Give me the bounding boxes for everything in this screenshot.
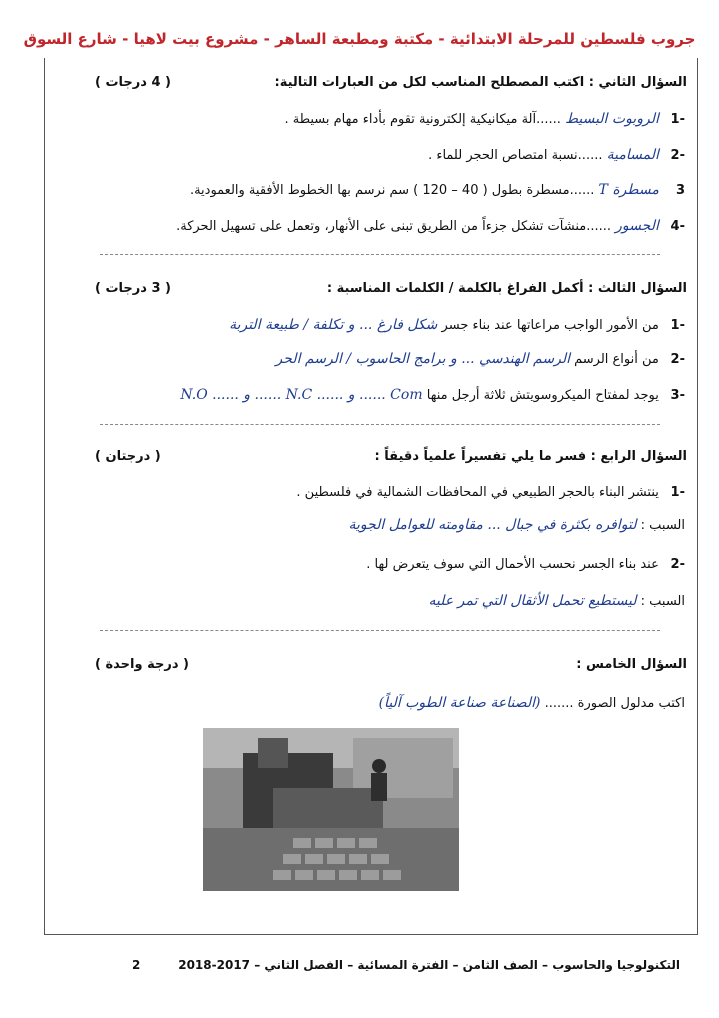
divider [100, 630, 660, 631]
q5-marks: ( درجة واحدة ) [95, 657, 189, 672]
divider [100, 424, 660, 425]
q3-item-2: -2 من أنواع الرسم الرسم الهندسي ... و برامج الحاسوب / الرسم الحر [275, 351, 685, 367]
q4-item-2: -2 عند بناء الجسر نحسب الأحمال التي سوف يتعرض لها . [366, 557, 685, 572]
q5-title: السؤال الخامس : [576, 657, 687, 672]
q4-cause-2 [85, 592, 685, 611]
q3-title: السؤال الثالث : أكمل الفراغ بالكلمة / الكلمات المناسبة : [326, 281, 687, 296]
handwritten-answer: شكل فارغ ... و تكلفة / طبيعة التربة [229, 317, 438, 333]
q3-header [87, 280, 687, 298]
q3-item-1: -1 من الأمور الواجب مراعاتها عند بناء جسر شكل فارغ ... و تكلفة / طبيعة التربة [229, 317, 685, 333]
q3-item-3: -3 يوجد لمفتاح الميكروسويتش ثلاثة أرجل منها Com ...... و ...... N.C ...... و ...... N.O [180, 387, 685, 403]
handwritten-answer: الرسم الهندسي ... و برامج الحاسوب / الرسم الحر [275, 351, 570, 367]
handwritten-answer: المسامية [606, 147, 659, 163]
cause-label: السبب : [640, 594, 685, 609]
q2-marks: ( 4 درجات ) [95, 75, 171, 90]
q2-item-1: -1 الروبوت البسيط ......آلة ميكانيكية إلكترونية تقوم بأداء مهام بسيطة . [284, 111, 685, 127]
handwritten-answer: لتوافره بكثرة في جبال ... مقاومته للعوامل الجوية [348, 517, 637, 533]
q5-header [87, 656, 687, 674]
cause-label: السبب : [640, 518, 685, 533]
q5-prompt-row: اكتب مدلول الصورة ....... (الصناعة صناعة الطوب آلياً) [378, 695, 685, 711]
divider [100, 254, 660, 255]
page-header: جروب فلسطين للمرحلة الابتدائية - مكتبة ومطبعة الساهر - مشروع بيت لاهيا - شارع السوق [23, 30, 696, 48]
footer-line: التكنولوجيا والحاسوب – الصف الثامن – الفترة المسائية – الفصل الثاني – 2017-2018 [178, 958, 680, 972]
q4-cause-1 [85, 516, 685, 535]
handwritten-answer: الجسور [615, 218, 659, 234]
q4-item-1: -1 ينتشر البناء بالحجر الطبيعي في المحافظات الشمالية في فلسطين . [296, 485, 685, 500]
handwritten-answer: Com ...... و ...... N.C ...... و ...... N.O [180, 387, 423, 403]
q3-marks: ( 3 درجات ) [95, 281, 171, 296]
handwritten-answer: (الصناعة صناعة الطوب آلياً) [378, 695, 541, 711]
handwritten-answer: ليستطيع تحمل الأثقال التي تمر عليه [428, 593, 637, 609]
q4-marks: ( درجتان ) [95, 449, 161, 464]
q2-item-4: -4 الجسور ......منشآت تشكل جزءاً من الطريق تبنى على الأنهار، وتعمل على تسهيل الحركة. [176, 218, 685, 234]
q2-item-3: 3 مسطرة T ......مسطرة بطول ( 40 – 120 ) سم نرسم بها الخطوط الأفقية والعمودية. [189, 182, 685, 198]
q4-title: السؤال الرابع : فسر ما يلي تفسيراً علمياً دقيقاً : [374, 449, 687, 464]
handwritten-answer: الروبوت البسيط [565, 111, 659, 127]
handwritten-answer: مسطرة T [598, 182, 659, 198]
q4-header [87, 448, 687, 466]
page-number: 2 [132, 958, 141, 972]
q2-header [87, 74, 687, 92]
q2-item-2: -2 المسامية ......نسبة امتصاص الحجر للماء . [428, 147, 685, 163]
q2-title: السؤال الثاني : اكتب المصطلح المناسب لكل من العبارات التالية: [274, 75, 687, 90]
brick-machine-photo [203, 728, 459, 891]
q5-prompt: اكتب مدلول الصورة [577, 696, 685, 711]
